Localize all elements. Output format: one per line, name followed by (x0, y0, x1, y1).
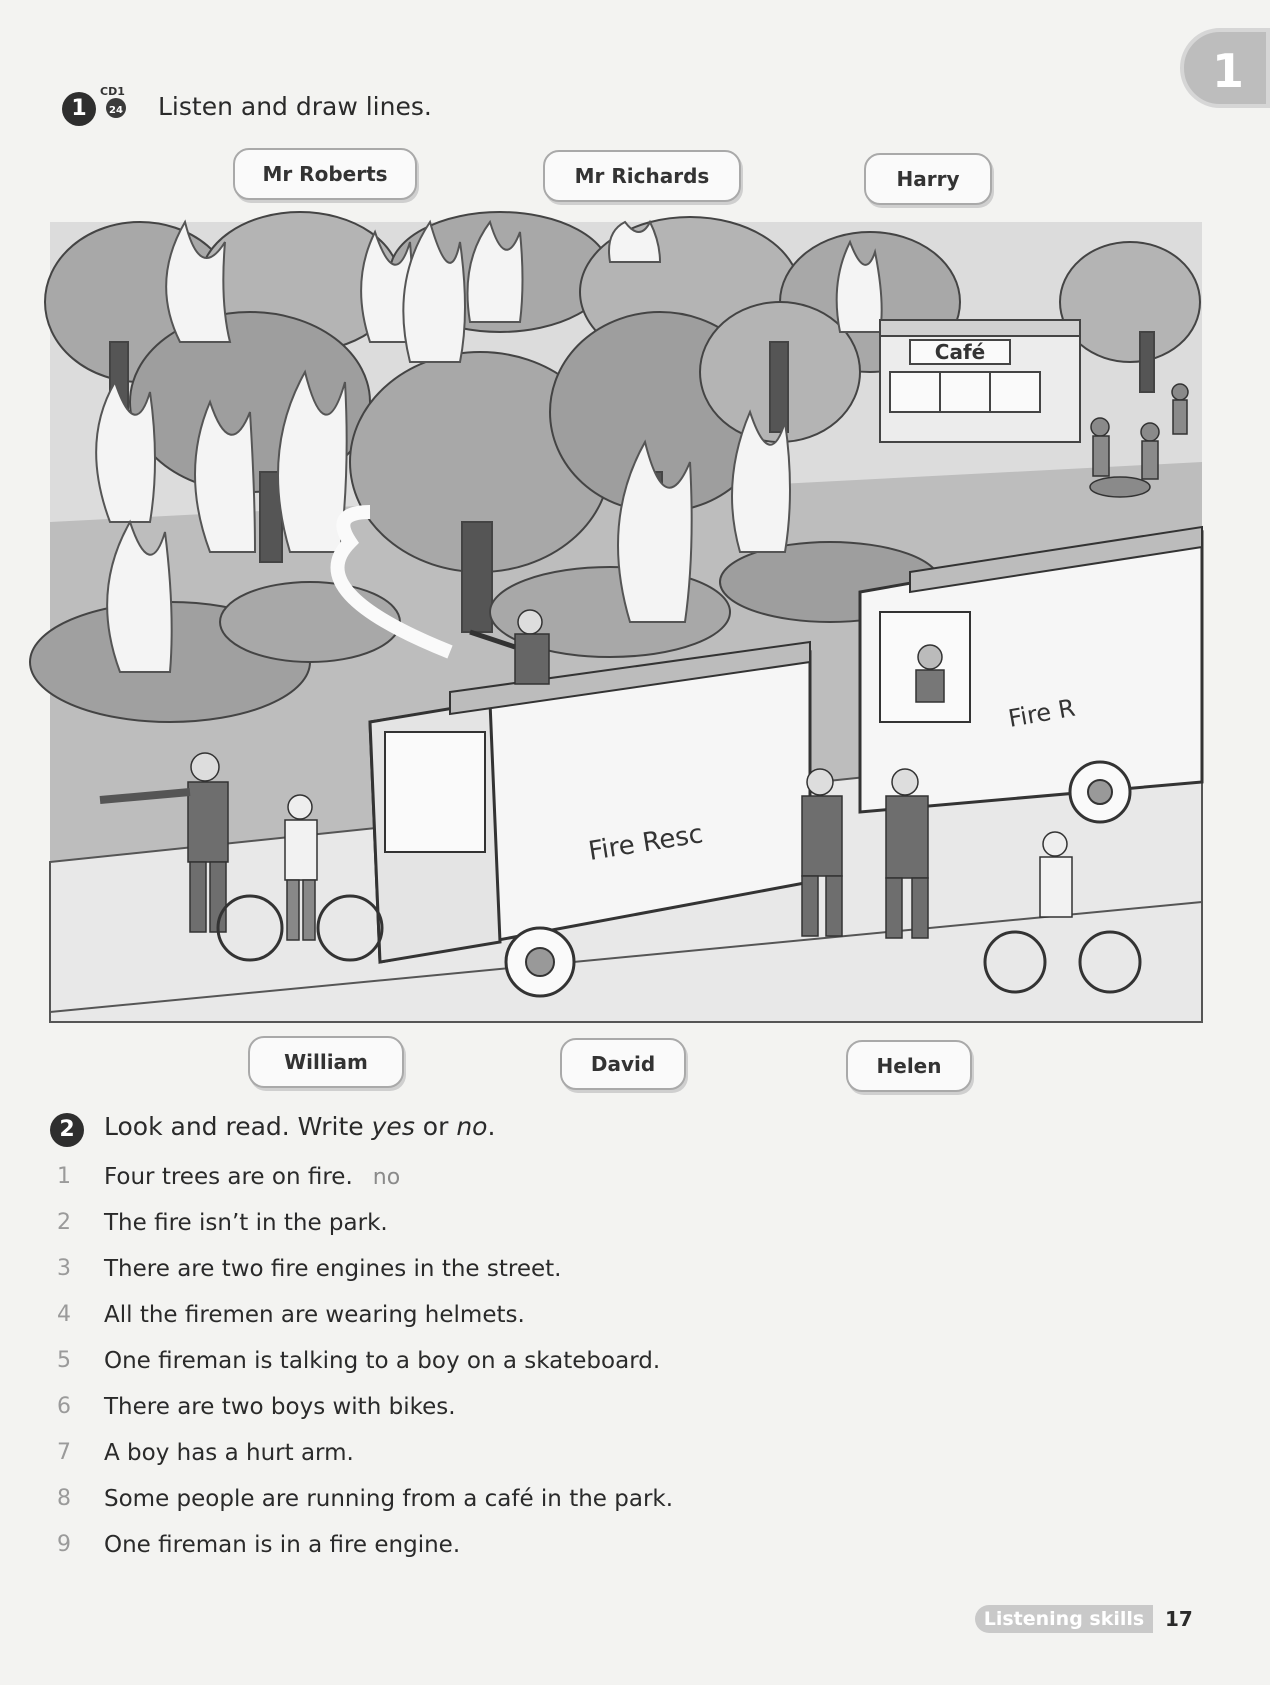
question-item (50, 1302, 850, 1340)
question-item (50, 1348, 850, 1386)
question-text (104, 1348, 680, 1374)
question-sentence: There are two fire engines in the street. (104, 1256, 562, 1282)
question-number: 3 (57, 1256, 71, 1281)
question-item (50, 1394, 850, 1432)
name-label-harry[interactable]: Harry (864, 153, 992, 205)
question-sentence: All the firemen are wearing helmets. (104, 1302, 525, 1328)
cd-track-badge (86, 84, 134, 120)
cd-track-number: 24 (109, 105, 123, 116)
question-text (104, 1302, 545, 1328)
page-number: 17 (1165, 1607, 1193, 1631)
question-number: 2 (57, 1210, 71, 1235)
exercise-2-instruction (104, 1112, 495, 1141)
answer-blank[interactable]: no (372, 1165, 401, 1190)
cafe-building (880, 320, 1080, 442)
question-number: 5 (57, 1348, 71, 1373)
question-item (50, 1256, 850, 1294)
question-text (104, 1210, 408, 1236)
name-label-david[interactable]: David (560, 1038, 686, 1090)
question-text (104, 1532, 480, 1558)
question-text (104, 1486, 693, 1512)
word-no: no (456, 1112, 488, 1141)
name-label-mr-roberts[interactable]: Mr Roberts (233, 148, 417, 200)
question-item (50, 1440, 850, 1478)
question-sentence: Some people are running from a café in the park. (104, 1486, 674, 1512)
word-yes: yes (371, 1112, 415, 1141)
question-sentence: Four trees are on fire. (104, 1164, 353, 1190)
cafe-sign: Café (934, 340, 986, 364)
question-number: 7 (57, 1440, 71, 1465)
question-sentence: The fire isn’t in the park. (104, 1210, 388, 1236)
unit-number: 1 (1212, 44, 1245, 98)
exercise-1-number: 1 (62, 92, 96, 126)
instruction-end: . (487, 1112, 496, 1141)
question-item (50, 1210, 850, 1248)
scene-svg (50, 222, 1202, 1022)
question-text (104, 1164, 400, 1190)
question-item (50, 1164, 850, 1202)
truck-right-text: Fire R (1006, 693, 1078, 733)
question-sentence: One fireman is talking to a boy on a skateboard. (104, 1348, 661, 1374)
question-number: 4 (57, 1302, 71, 1327)
park-fire-illustration (50, 222, 1202, 1022)
question-text (104, 1440, 374, 1466)
cd-label: CD1 (100, 85, 125, 98)
question-item (50, 1486, 850, 1524)
exercise-2-number: 2 (50, 1113, 84, 1147)
name-label-william[interactable]: William (248, 1036, 404, 1088)
question-text (104, 1394, 476, 1420)
question-number: 8 (57, 1486, 71, 1511)
instruction-start: Look and read. Write (104, 1112, 372, 1141)
question-number: 9 (57, 1532, 71, 1557)
name-label-helen[interactable]: Helen (846, 1040, 972, 1092)
question-number: 6 (57, 1394, 71, 1419)
question-sentence: A boy has a hurt arm. (104, 1440, 354, 1466)
section-footer-label: Listening skills (975, 1605, 1153, 1633)
question-number: 1 (57, 1164, 71, 1189)
question-sentence: There are two boys with bikes. (104, 1394, 456, 1420)
exercise-1-instruction: Listen and draw lines. (158, 92, 432, 121)
question-item (50, 1532, 850, 1570)
word-or: or (414, 1112, 457, 1141)
question-sentence: One fireman is in a fire engine. (104, 1532, 461, 1558)
question-text (104, 1256, 581, 1282)
name-label-mr-richards[interactable]: Mr Richards (543, 150, 741, 202)
truck-left-text: Fire Resc (586, 819, 706, 867)
unit-tab (1180, 28, 1270, 108)
